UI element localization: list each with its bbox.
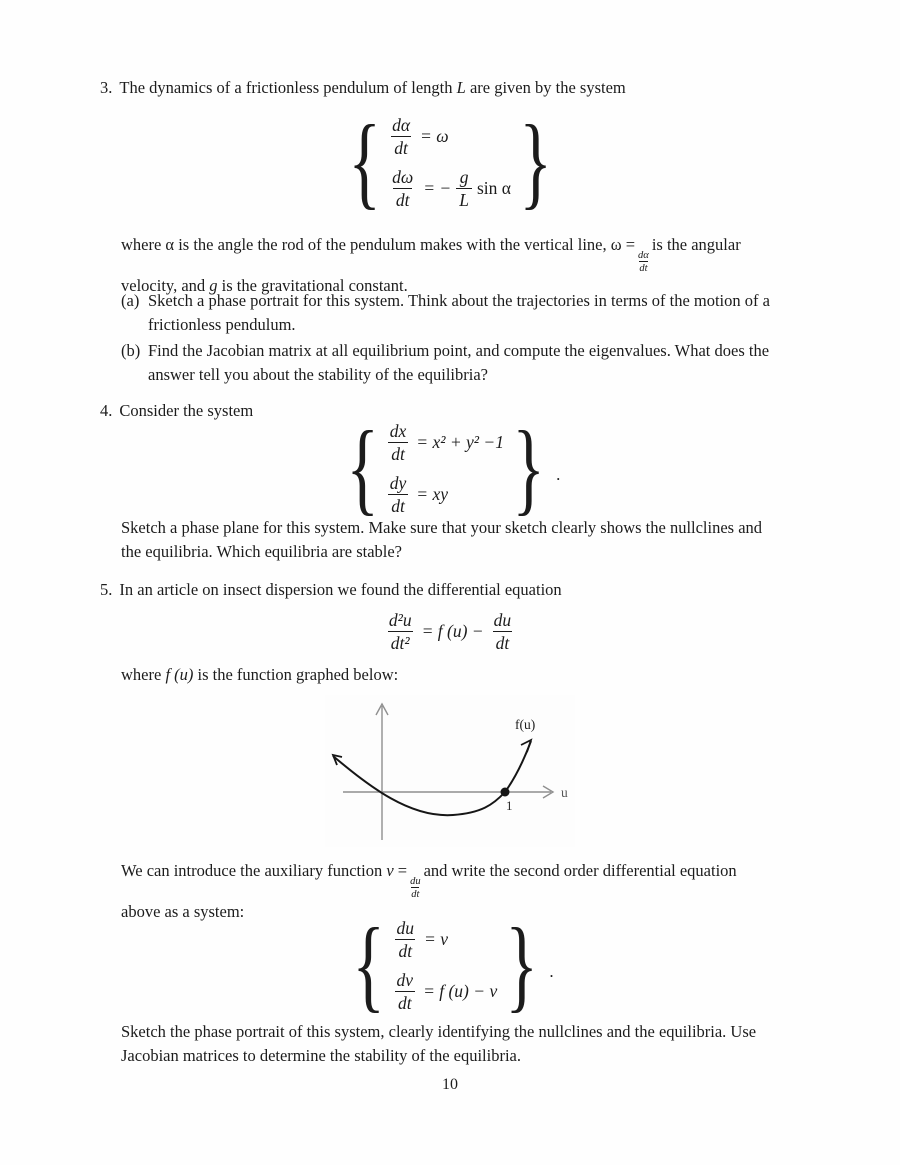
pendulum-system-equation [0, 104, 900, 219]
equation-rhs: = xy [416, 484, 448, 504]
fraction-du-dt: $\frac{du}{dt}$ [396, 917, 415, 961]
fraction-domega-dt: $\frac{d\omega}{dt}$ [392, 166, 414, 210]
problem4-closing: Sketch a phase plane for this system. Make sure that your sketch clearly shows the nullclines and the equilibria. Which equilibria are stable? [121, 518, 763, 561]
variable-g: g [209, 276, 218, 295]
left-brace: { [345, 410, 379, 525]
equation-rhs: = v [424, 929, 448, 949]
x-axis-label: u [561, 785, 568, 800]
problem3-where-paragraph: where α is the angle the rod of the pendulum makes with the vertical line, ω = $\frac{d\alpha}{dt}$ is the angular velocity, and g is the gravitational constant. [121, 235, 741, 295]
root-dot [501, 788, 510, 797]
left-brace: { [348, 104, 381, 219]
equation-period: . [549, 962, 554, 981]
fu-graph [325, 695, 575, 847]
right-brace: } [512, 410, 545, 525]
equation-rhs: = ω [420, 126, 449, 146]
problem5-aux-paragraph: We can introduce the auxiliary function v = $\frac{du}{dt}$ and write the second order differential equation above as a system: [121, 861, 737, 921]
fraction-dx-dt: $\frac{dx}{dt}$ [389, 420, 407, 464]
equals-minus: = − [423, 178, 452, 198]
fraction-dy-dt: $\frac{dy}{dt}$ [389, 472, 407, 516]
fu-curve [333, 741, 531, 815]
problem3-intro [100, 76, 626, 100]
item-label: (a) [121, 291, 140, 310]
fraction-d2u-dt2: $\frac{\text{d²u}}{\text{dt²}}$ [388, 609, 412, 653]
page-number: 10 [442, 1076, 458, 1093]
fraction-dalpha-dt: $\frac{d\alpha}{dt}$ [392, 114, 411, 158]
right-brace: } [505, 907, 539, 1022]
root-label: 1 [506, 798, 513, 813]
equation-rhs: = f (u) − v [423, 981, 498, 1001]
problem5-where-line: where f (u) is the function graphed below: [121, 665, 399, 684]
problem3-item-a [121, 289, 770, 337]
right-brace: } [519, 104, 552, 219]
problem3-intro-text-2: are given by the system [465, 78, 626, 97]
problem5-intro-text: In an article on insect dispersion we found the differential equation [119, 580, 562, 599]
problem4-number: 4. [100, 401, 113, 420]
fraction-g-L: $\frac{g}{L}$ [456, 167, 472, 210]
fu-graph-svg [325, 695, 575, 847]
equation-row [394, 918, 448, 961]
equals-fu-minus: = f (u) − [421, 621, 484, 641]
sin-alpha-term: sin α [476, 178, 511, 198]
problem3-intro-text: The dynamics of a frictionless pendulum of length [119, 78, 457, 97]
equation-row [389, 115, 448, 158]
problem5-intro [100, 578, 562, 602]
fraction-du-dt: $\frac{du}{dt}$ [493, 609, 512, 653]
item-label: (b) [121, 341, 141, 360]
inline-fraction-du-dt: $\frac{du}{dt}$ [410, 876, 421, 900]
function-f-of-u: f (u) [165, 665, 194, 684]
problem3-item-b [121, 339, 769, 387]
equation-rhs: = x² + y² −1 [416, 432, 504, 452]
equation-row [389, 167, 511, 210]
curve-right-arrow [521, 740, 531, 752]
inline-fraction-dalpha-dt: $\frac{d\alpha}{dt}$ [638, 250, 649, 274]
curve-label: f(u) [515, 717, 536, 732]
problem5-closing: Sketch the phase portrait of this system, clearly identifying the nullclines and the equilibria. Use Jacobian matrices to determine the stability of the equilibria. [121, 1022, 757, 1065]
problem3-number: 3. [100, 78, 113, 97]
left-brace: { [352, 907, 386, 1022]
variable-L: L [456, 78, 466, 97]
problem4-intro-text: Consider the system [119, 401, 254, 420]
equation-row [387, 473, 448, 516]
equation-row [394, 970, 498, 1013]
variable-v: v [386, 861, 394, 880]
fraction-dv-dt: $\frac{dv}{dt}$ [396, 969, 414, 1013]
equation-row [387, 421, 504, 464]
item-text: Find the Jacobian matrix at all equilibrium point, and compute the eigenvalues. What does the answer tell you about the stability of the equilibria? [148, 341, 770, 384]
problem5-number: 5. [100, 580, 113, 599]
second-order-ode-equation [0, 604, 900, 658]
equation-period: . [556, 465, 561, 484]
item-text: Sketch a phase portrait for this system. Think about the trajectories in terms of the motion of a frictionless pendulum. [148, 291, 770, 334]
uv-system-equation [0, 907, 900, 1022]
